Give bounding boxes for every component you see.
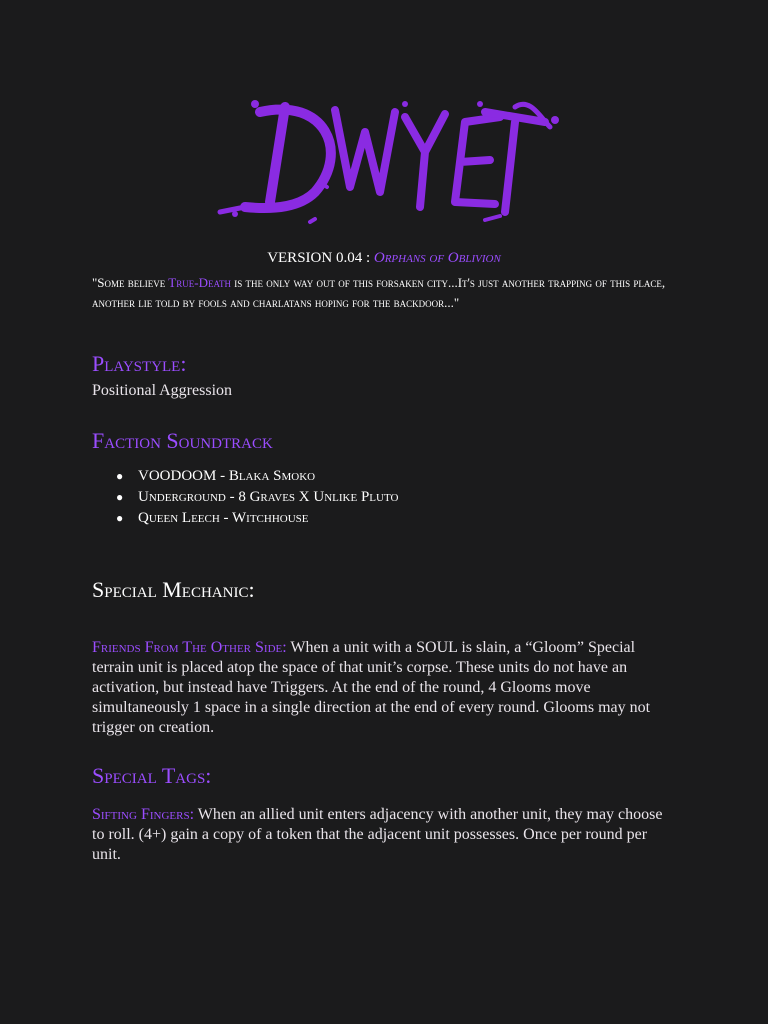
track-title: Underground - 8 Graves X Unlike Pluto [138, 489, 399, 505]
version-label: VERSION 0.04 : [267, 250, 371, 266]
quote-open: "Some believe [92, 275, 169, 290]
playstyle-heading: Playstyle: [92, 351, 187, 376]
special-mechanic-text [92, 638, 672, 738]
track-item [92, 466, 398, 487]
quote-highlight: True-Death [168, 275, 231, 290]
mechanic-lead: Friends From The Other Side: [92, 639, 287, 656]
quote-rest: is the only way out of this forsaken city...It's just another trapping of this place, another lie told by fools and charlatans hoping for the backdoor..." [92, 275, 666, 310]
flavor-quote [92, 273, 682, 313]
tag-lead: Sifting Fingers: [92, 806, 195, 823]
bullet-icon: ● [116, 490, 124, 504]
soundtrack-heading: Faction Soundtrack [92, 428, 273, 453]
special-tags-text [92, 805, 672, 865]
version-line [0, 250, 768, 267]
playstyle-value: Positional Aggression [92, 382, 233, 399]
special-tags-heading: Special Tags: [92, 763, 212, 788]
tag-body: When an allied unit enters adjacency with another unit, they may choose to roll. (4+) gain a copy of a token that the adjacent unit possesses. Once per round per unit. [92, 806, 663, 863]
track-item [92, 487, 398, 508]
bullet-icon: ● [116, 511, 124, 525]
version-subtitle: Orphans of Oblivion [373, 250, 501, 266]
track-title: Queen Leech - Witchhouse [138, 510, 309, 526]
bullet-icon: ● [116, 469, 124, 483]
soundtrack-list [92, 466, 398, 529]
special-mechanic-heading: Special Mechanic: [92, 577, 255, 602]
track-title: VOODOOM - Blaka Smoko [138, 468, 316, 484]
faction-logo [215, 92, 560, 227]
track-item [92, 508, 398, 529]
mechanic-body: When a unit with a SOUL is slain, a “Gloom” Special terrain unit is placed atop the space of that unit’s corpse. These units do not have an activation, but instead have Triggers. At the end of the round, 4 Glooms move simultaneously 1 space in a single direction at the end of every round. Glooms may not trigger on creation. [92, 639, 651, 736]
